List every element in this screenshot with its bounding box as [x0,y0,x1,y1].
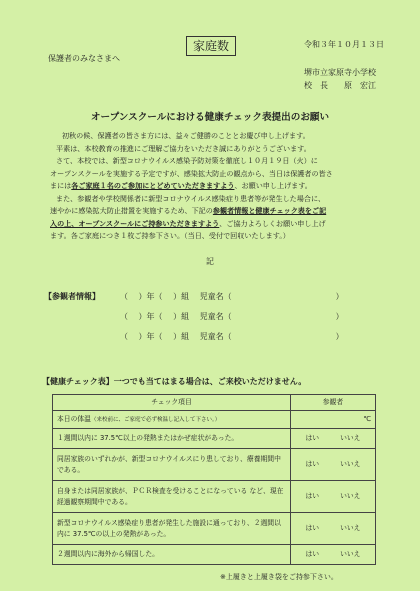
yes-option[interactable]: はい [305,524,320,532]
footer-note: ※上履きと上履き袋をご持参下さい。 [220,573,338,581]
letter-body [50,130,390,243]
temperature-note: （来校前に、ご家庭で必ず検温し記入して下さい。） [90,416,221,423]
check-item: １週間以内に 37.5℃以上の発熱またはかぜ症状があった。 [53,429,291,449]
paragraph-notice-1: さて、本校では、新型コロナウイルス感染予防対策を徹底し１０月１９日（火）に [56,156,318,165]
health-check-table [52,394,376,565]
table-row [53,429,376,449]
no-option[interactable]: いいえ [340,460,361,468]
no-option[interactable]: いいえ [340,492,361,500]
paragraph-request-1: また、参観者や学校関係者に新型コロナウイルス感染症り患者等が発生した場合に、 [56,193,326,203]
addressee: 保護者のみなさまへ [48,54,120,63]
visitor-info-heading: 【参観者情報】 [44,292,100,301]
check-item: 自身または同居家族が、ＰＣＲ検査を受けることになっている など、現在経過観察期間中である。 [53,481,291,513]
yes-option[interactable]: はい [305,460,320,468]
paragraph-request-4: ます。各ご家庭につき１枚ご持参下さい。（当日、受付で回収いたします。） [50,231,290,240]
school-name: 堺市立家原寺小学校 [304,68,376,77]
yes-option[interactable]: はい [305,550,320,558]
temperature-label: 本日の体温 [57,414,91,423]
table-row [53,545,376,565]
paragraph-request-3: 入の上、オープンスクールにご持参いただきますよう、ご協力よろしくお願い申し上げ [50,218,326,228]
paragraph-request-2: 速やかに感染拡大防止措置を実施するため、下記の参観者情報と健康チェック表をご記 [50,206,327,215]
table-row [53,481,376,513]
table-row [53,513,376,545]
no-option[interactable]: いいえ [340,524,361,532]
one-per-family-note: 各ご家庭１名のご参加にとどめていただきますよう [71,181,235,190]
document-title: オープンスクールにおける健康チェック表提出のお願い [90,112,330,123]
visitor-row[interactable]: （ ）年（ ）組 児童名（ ） [120,332,344,341]
column-header-item: チェック項目 [53,395,291,411]
date: 令和３年１０月１３日 [304,40,384,49]
temperature-field[interactable]: ℃ [291,411,376,429]
visitor-row[interactable]: （ ）年（ ）組 児童名（ ） [120,292,344,301]
paragraph-notice-2: オープンスクールを実施する予定ですが、感染拡大防止の観点から、当日は保護者の皆さ [50,168,333,178]
column-header-visitor: 参観者 [291,395,376,411]
ki-marker: 記 [206,257,214,266]
check-item: 新型コロナウイルス感染症り患者が発生した施設に通っており、２週間以内に 37.5℃の以上の発熱があった。 [53,513,291,545]
table-row [53,411,376,429]
no-option[interactable]: いいえ [340,550,361,558]
yes-option[interactable]: はい [305,434,320,442]
paragraph-thanks: 平素は、本校教育の推進にご理解ご協力をいただき誠にありがとうございます。 [56,143,311,153]
table-row [53,449,376,481]
principal-name: 校 長 原 宏江 [304,81,376,90]
paragraph-greeting: 初秋の候、保護者の皆さま方には、益々ご健勝のこととお慶び申し上げます。 [62,131,310,140]
visitor-row[interactable]: （ ）年（ ）組 児童名（ ） [120,312,344,321]
paragraph-notice-3: まには各ご家庭１名のご参加にとどめていただきますよう、お願い申し上げます。 [50,181,312,190]
health-check-heading: 【健康チェック表】一つでも当てはまる場合は、ご来校いただけません。 [42,377,307,386]
yes-option[interactable]: はい [305,492,320,500]
check-item: 同居家族のいずれかが、新型コロナウイルスにり患しており、療養期間中である。 [53,449,291,481]
household-count-stamp: 家庭数 [186,36,236,56]
check-item: ２週間以内に海外から帰国した。 [53,545,291,565]
no-option[interactable]: いいえ [340,434,361,442]
